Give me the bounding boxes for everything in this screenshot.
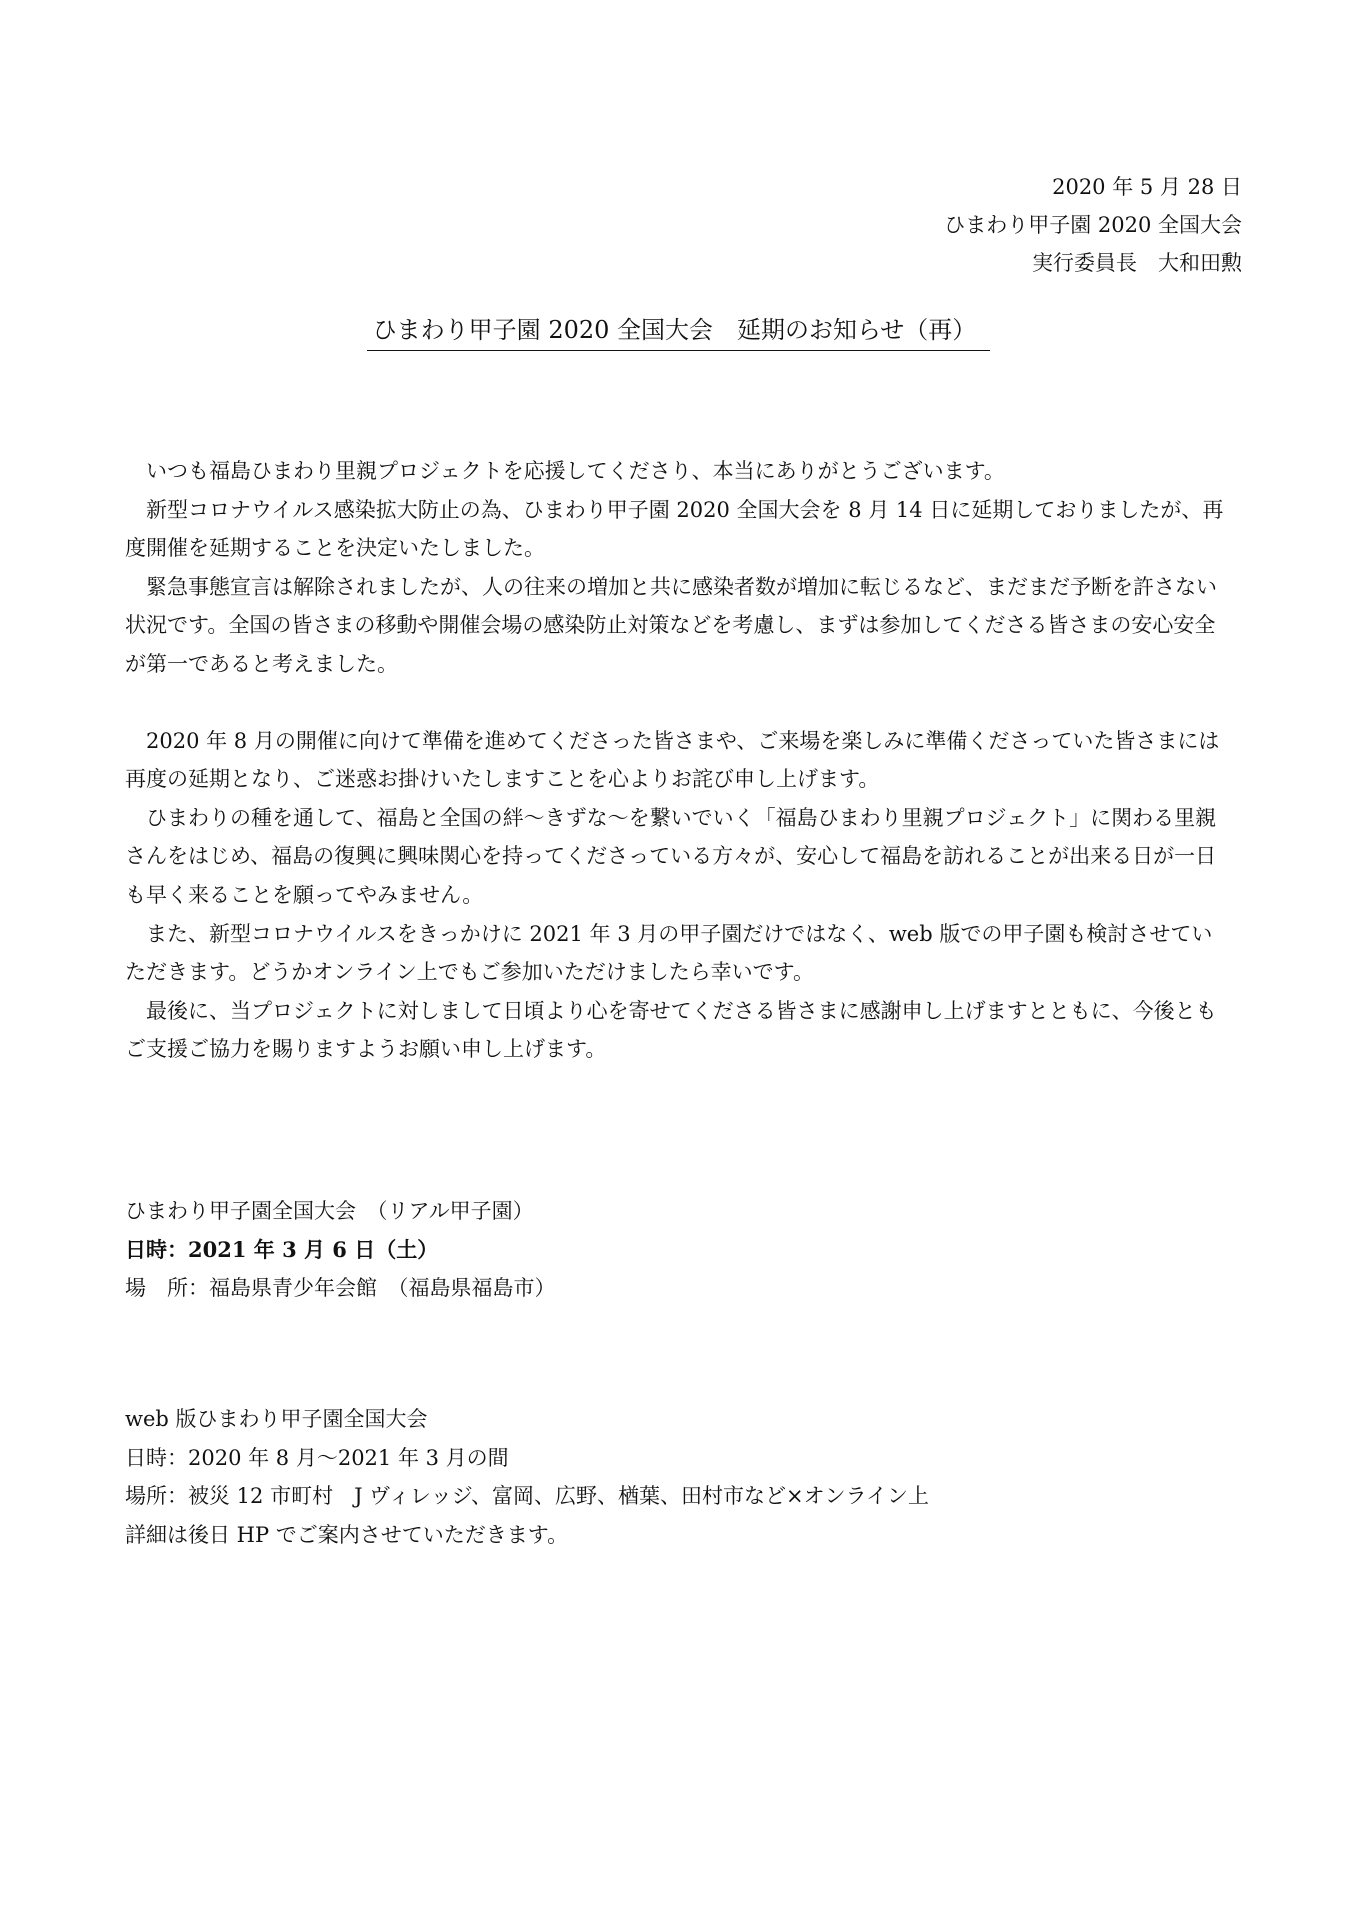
document-title: ひまわり甲子園 2020 全国大会 延期のお知らせ（再） xyxy=(367,312,991,351)
event-real-section xyxy=(125,1192,556,1308)
event-web-heading: web 版ひまわり甲子園全国大会 xyxy=(125,1407,428,1431)
paragraph-postponement: 新型コロナウイルス感染拡大防止の為、ひまわり甲子園 2020 全国大会を 8 月 14 日に延期しておりましたが、再度開催を延期することを決定いたしました。 xyxy=(125,497,1224,561)
event-real-heading: ひまわり甲子園全国大会 （リアル甲子園） xyxy=(125,1199,534,1223)
event-web-venue: 場所：被災 12 市町村 J ヴィレッジ、富岡、広野、楢葉、田村市など×オンライン上 xyxy=(125,1484,929,1509)
letter-header xyxy=(944,168,1242,282)
paragraph-greeting: いつも福島ひまわり里親プロジェクトを応援してくださり、本当にありがとうございます。 xyxy=(146,459,1005,483)
event-real-datetime: 日時：2021 年 3 月 6 日（土） xyxy=(125,1236,439,1262)
organization-name: ひまわり甲子園 2020 全国大会 xyxy=(944,213,1242,237)
paragraph-hope: ひまわりの種を通して、福島と全国の絆〜きずな〜を繋いでいく「福島ひまわり里親プロジェクト」に関わる里親さんをはじめ、福島の復興に興味関心を持ってくださっている方々が、安心して福島を訪れることが出来る日が一日も早く来ることを願ってやみません。 xyxy=(125,805,1217,907)
event-real-venue: 場 所：福島県青少年会館 （福島県福島市） xyxy=(125,1276,556,1301)
title-wrapper xyxy=(0,312,1357,351)
event-web-note: 詳細は後日 HP でご案内させていただきます。 xyxy=(125,1522,569,1547)
paragraph-web-event: また、新型コロナウイルスをきっかけに 2021 年 3 月の甲子園だけではなく、web 版での甲子園も検討させていただきます。どうかオンライン上でもご参加いただけましたら幸いです。 xyxy=(125,921,1213,985)
paragraph-gap xyxy=(125,684,1225,722)
letter-body xyxy=(125,452,1225,1069)
paragraph-apology: 2020 年 8 月の開催に向けて準備を進めてくださった皆さまや、ご来場を楽しみに準備くださっていた皆さまには再度の延期となり、ご迷惑お掛けいたしますことを心よりお詫び申し上げます。 xyxy=(125,728,1220,792)
paragraph-closing: 最後に、当プロジェクトに対しまして日頃より心を寄せてくださる皆さまに感謝申し上げますとともに、今後ともご支援ご協力を賜りますようお願い申し上げます。 xyxy=(125,998,1217,1062)
event-web-datetime: 日時：2020 年 8 月〜2021 年 3 月の間 xyxy=(125,1445,509,1470)
chairperson-name: 実行委員長 大和田勲 xyxy=(1032,251,1242,275)
event-web-section xyxy=(125,1400,929,1554)
paragraph-reason: 緊急事態宣言は解除されましたが、人の往来の増加と共に感染者数が増加に転じるなど、まだまだ予断を許さない状況です。全国の皆さまの移動や開催会場の感染防止対策などを考慮し、まずは参加してくださる皆さまの安心安全が第一であると考えました。 xyxy=(125,574,1217,676)
issue-date: 2020 年 5 月 28 日 xyxy=(1052,175,1242,199)
